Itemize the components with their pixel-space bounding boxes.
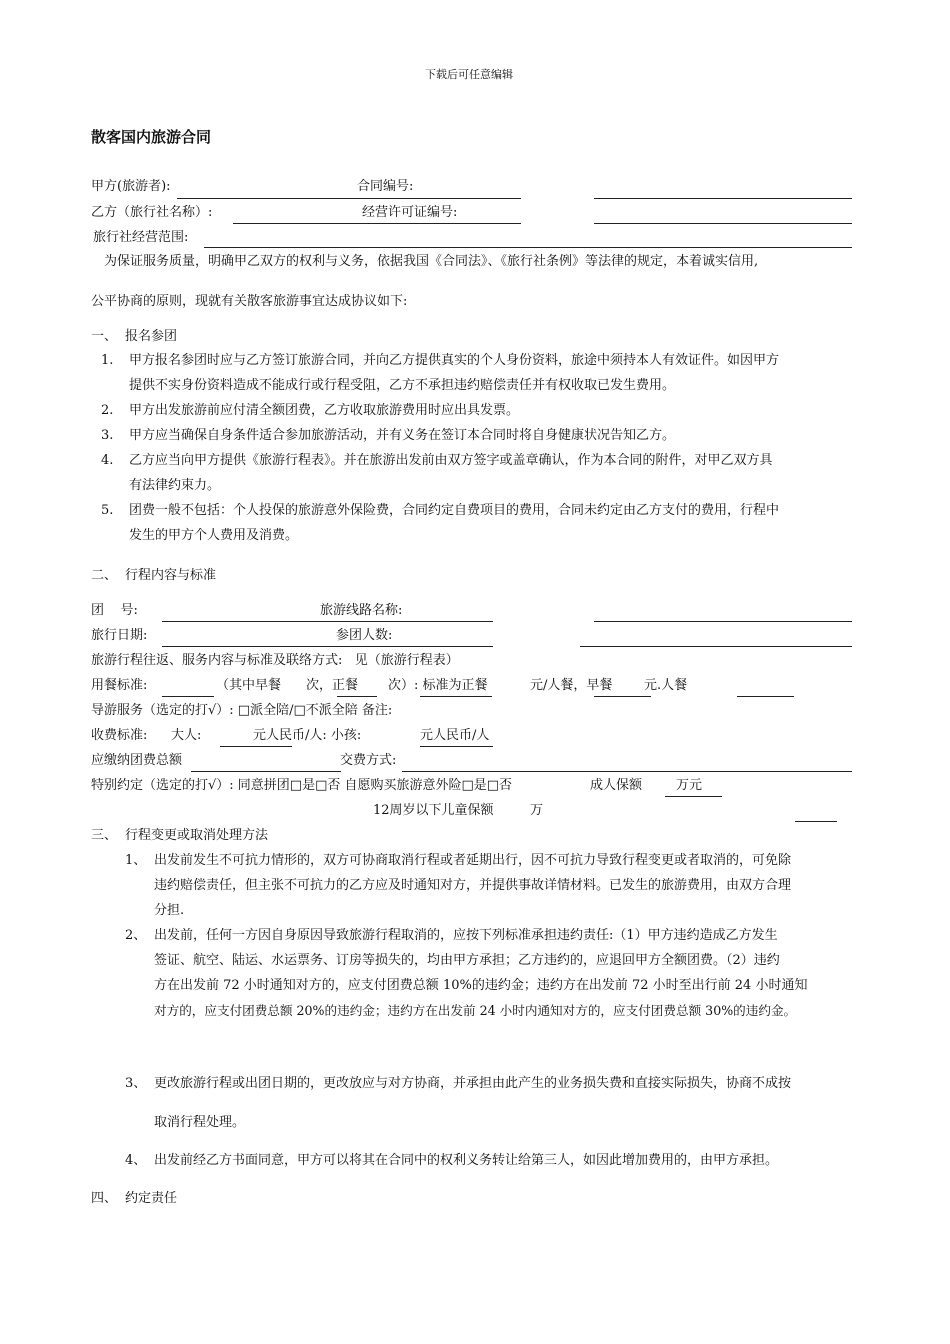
- license-no-field[interactable]: [594, 223, 852, 224]
- group-no-label: 团 号:: [91, 603, 138, 618]
- meal-extra-field[interactable]: [737, 696, 794, 697]
- meal-unit-1: 元/人餐，早餐: [530, 678, 613, 693]
- list-item-text: 出发前发生不可抗力情形的，双方可协商取消行程或者延期出行，因不可抗力导致行程变更或者取消的，可免除: [154, 853, 792, 868]
- meal-unit-2: 元.人餐: [644, 678, 688, 693]
- contract-no-label: 合同编号:: [357, 179, 414, 194]
- list-item-text: 甲方出发旅游前应付清全额团费，乙方收取旅游费用时应出具发票。: [129, 403, 520, 418]
- section-1-number: 一、: [91, 329, 118, 344]
- meal-times-text: 次，正餐: [306, 678, 359, 693]
- adult-unit: 元人民币/人: 小孩:: [253, 728, 362, 743]
- section-1-title: 报名参团: [125, 329, 178, 344]
- preamble-line-2: 公平协商的原则，现就有关散客旅游事宜达成协议如下:: [91, 294, 408, 309]
- travel-date-field[interactable]: [162, 646, 493, 647]
- list-item-number: 4、: [125, 1153, 147, 1168]
- page-title: 散客国内旅游合同: [91, 128, 212, 146]
- party-b-label: 乙方（旅行社名称）:: [91, 205, 213, 220]
- child-insured-label: 12周岁以下儿童保额: [373, 803, 494, 818]
- section-3-number: 三、: [91, 828, 118, 843]
- list-item-text: 更改旅游行程或出团日期的，更改放应与对方协商，并承担由此产生的业务损失费和直接实际损失，协商不成按: [154, 1076, 792, 1091]
- group-no-field[interactable]: [162, 621, 493, 622]
- party-a-label: 甲方(旅游者):: [91, 179, 171, 194]
- adult-insured-field[interactable]: [665, 796, 722, 797]
- total-field[interactable]: [191, 771, 341, 772]
- list-item-number: 2.: [101, 403, 114, 418]
- guide-service-line: 导游服务（选定的打√）: □派全陪/□不派全陪 备注:: [91, 703, 393, 718]
- total-label: 应缴纳团费总额: [91, 753, 183, 768]
- list-item-text: 提供不实身份资料造成不能成行或行程受阻，乙方不承担违约赔偿责任并有权收取已发生费用。: [129, 378, 676, 393]
- payment-label: 交费方式:: [340, 753, 397, 768]
- meal-standard-text: 次）: 标准为正餐: [388, 678, 488, 693]
- list-item-text: 有法律约束力。: [129, 478, 221, 493]
- list-item-number: 5.: [101, 503, 114, 518]
- child-insured-field[interactable]: [795, 821, 837, 822]
- list-item-number: 1、: [125, 853, 147, 868]
- child-unit: 元人民币/人: [420, 728, 490, 743]
- adult-fee-field[interactable]: [220, 746, 292, 747]
- section-2-number: 二、: [91, 568, 118, 583]
- list-item-text: 发生的甲方个人费用及消费。: [129, 528, 299, 543]
- party-a-field[interactable]: [177, 198, 521, 199]
- adult-insured-label: 成人保额: [590, 778, 643, 793]
- list-item-text: 取消行程处理。: [154, 1115, 246, 1130]
- payment-field[interactable]: [402, 771, 852, 772]
- group-size-label: 参团人数:: [336, 628, 393, 643]
- route-name-field[interactable]: [594, 621, 852, 622]
- list-item-number: 1.: [101, 353, 114, 368]
- travel-date-label: 旅行日期:: [91, 628, 148, 643]
- list-item-text: 出发前经乙方书面同意，甲方可以将其在合同中的权利义务转让给第三人，如因此增加费用的，由甲方承担。: [154, 1153, 779, 1168]
- list-item-text: 乙方应当向甲方提供《旅游行程表》。并在旅游出发前由双方签字或盖章确认，作为本合同的附件，对甲乙双方具: [129, 453, 773, 468]
- list-item-number: 3.: [101, 428, 114, 443]
- list-item-text: 对方的，应支付团费总额 20%的违约金；违约方在出发前 24 小时内通知对方的，应支付团费总额 30%的违约金。: [154, 1003, 797, 1018]
- list-item-number: 2、: [125, 928, 147, 943]
- list-item-number: 3、: [125, 1076, 147, 1091]
- list-item-text: 方在出发前 72 小时通知对方的，应支付团费总额 10%的违约金；违约方在出发前 72 小时至出行前 24 小时通知: [154, 978, 808, 993]
- breakfast-price-field[interactable]: [594, 696, 651, 697]
- header-note: 下载后可任意编辑: [425, 68, 513, 81]
- child-insured-unit: 万: [530, 803, 544, 818]
- section-4-title: 约定责任: [125, 1191, 178, 1206]
- list-item-text: 出发前，任何一方因自身原因导致旅游行程取消的，应按下列标准承担违约责任:（1）甲方违约造成乙方发生: [154, 928, 778, 943]
- group-size-field[interactable]: [580, 646, 852, 647]
- adult-insured-unit: 万元: [676, 778, 703, 793]
- meal-standard-field[interactable]: [420, 696, 492, 697]
- preamble-line-1: 为保证服务质量，明确甲乙双方的权利与义务，依据我国《合同法》、《旅行社条例》等法律的规定，本着诚实信用,: [104, 254, 759, 269]
- list-item-text: 团费一般不包括：个人投保的旅游意外保险费，合同约定自费项目的费用，合同未约定由乙方支付的费用，行程中: [129, 503, 780, 518]
- fee-label: 收费标准:: [91, 728, 148, 743]
- meal-times-field[interactable]: [337, 696, 377, 697]
- business-scope-field[interactable]: [204, 247, 852, 248]
- list-item-text: 分担.: [154, 903, 185, 918]
- special-agreement-line: 特别约定（选定的打√）: 同意拼团□是□否 自愿购买旅游意外险□是□否: [91, 778, 513, 793]
- meal-field[interactable]: [162, 696, 214, 697]
- list-item-text: 违约赔偿责任，但主张不可抗力的乙方应及时通知对方，并提供事故详情材料。已发生的旅游费用，由双方合理: [154, 878, 792, 893]
- contract-no-field[interactable]: [594, 198, 852, 199]
- party-b-field[interactable]: [233, 223, 521, 224]
- license-no-label: 经营许可证编号:: [362, 205, 458, 220]
- child-fee-field[interactable]: [420, 746, 493, 747]
- business-scope-label: 旅行社经营范围:: [93, 230, 189, 245]
- meal-label: 用餐标准:: [91, 678, 148, 693]
- list-item-text: 甲方应当确保自身条件适合参加旅游活动，并有义务在签订本合同时将自身健康状况告知乙方。: [129, 428, 676, 443]
- list-item-text: 甲方报名参团时应与乙方签订旅游合同，并向乙方提供真实的个人身份资料，旅途中须持本人有效证件。如因甲方: [129, 353, 780, 368]
- section-2-title: 行程内容与标准: [125, 568, 217, 583]
- list-item-text: 签证、航空、陆运、水运票务、订房等损失的，均由甲方承担；乙方违约的，应退回甲方全额团费。（2）违约: [154, 953, 780, 968]
- itinerary-line: 旅游行程往返、服务内容与标准及联络方式: 见（旅游行程表）: [91, 653, 459, 668]
- list-item-number: 4.: [101, 453, 114, 468]
- section-4-number: 四、: [91, 1191, 118, 1206]
- section-3-title: 行程变更或取消处理方法: [125, 828, 269, 843]
- adult-label: 大人:: [171, 728, 202, 743]
- route-name-label: 旅游线路名称:: [320, 603, 403, 618]
- meal-breakfast-text: （其中早餐: [216, 678, 282, 693]
